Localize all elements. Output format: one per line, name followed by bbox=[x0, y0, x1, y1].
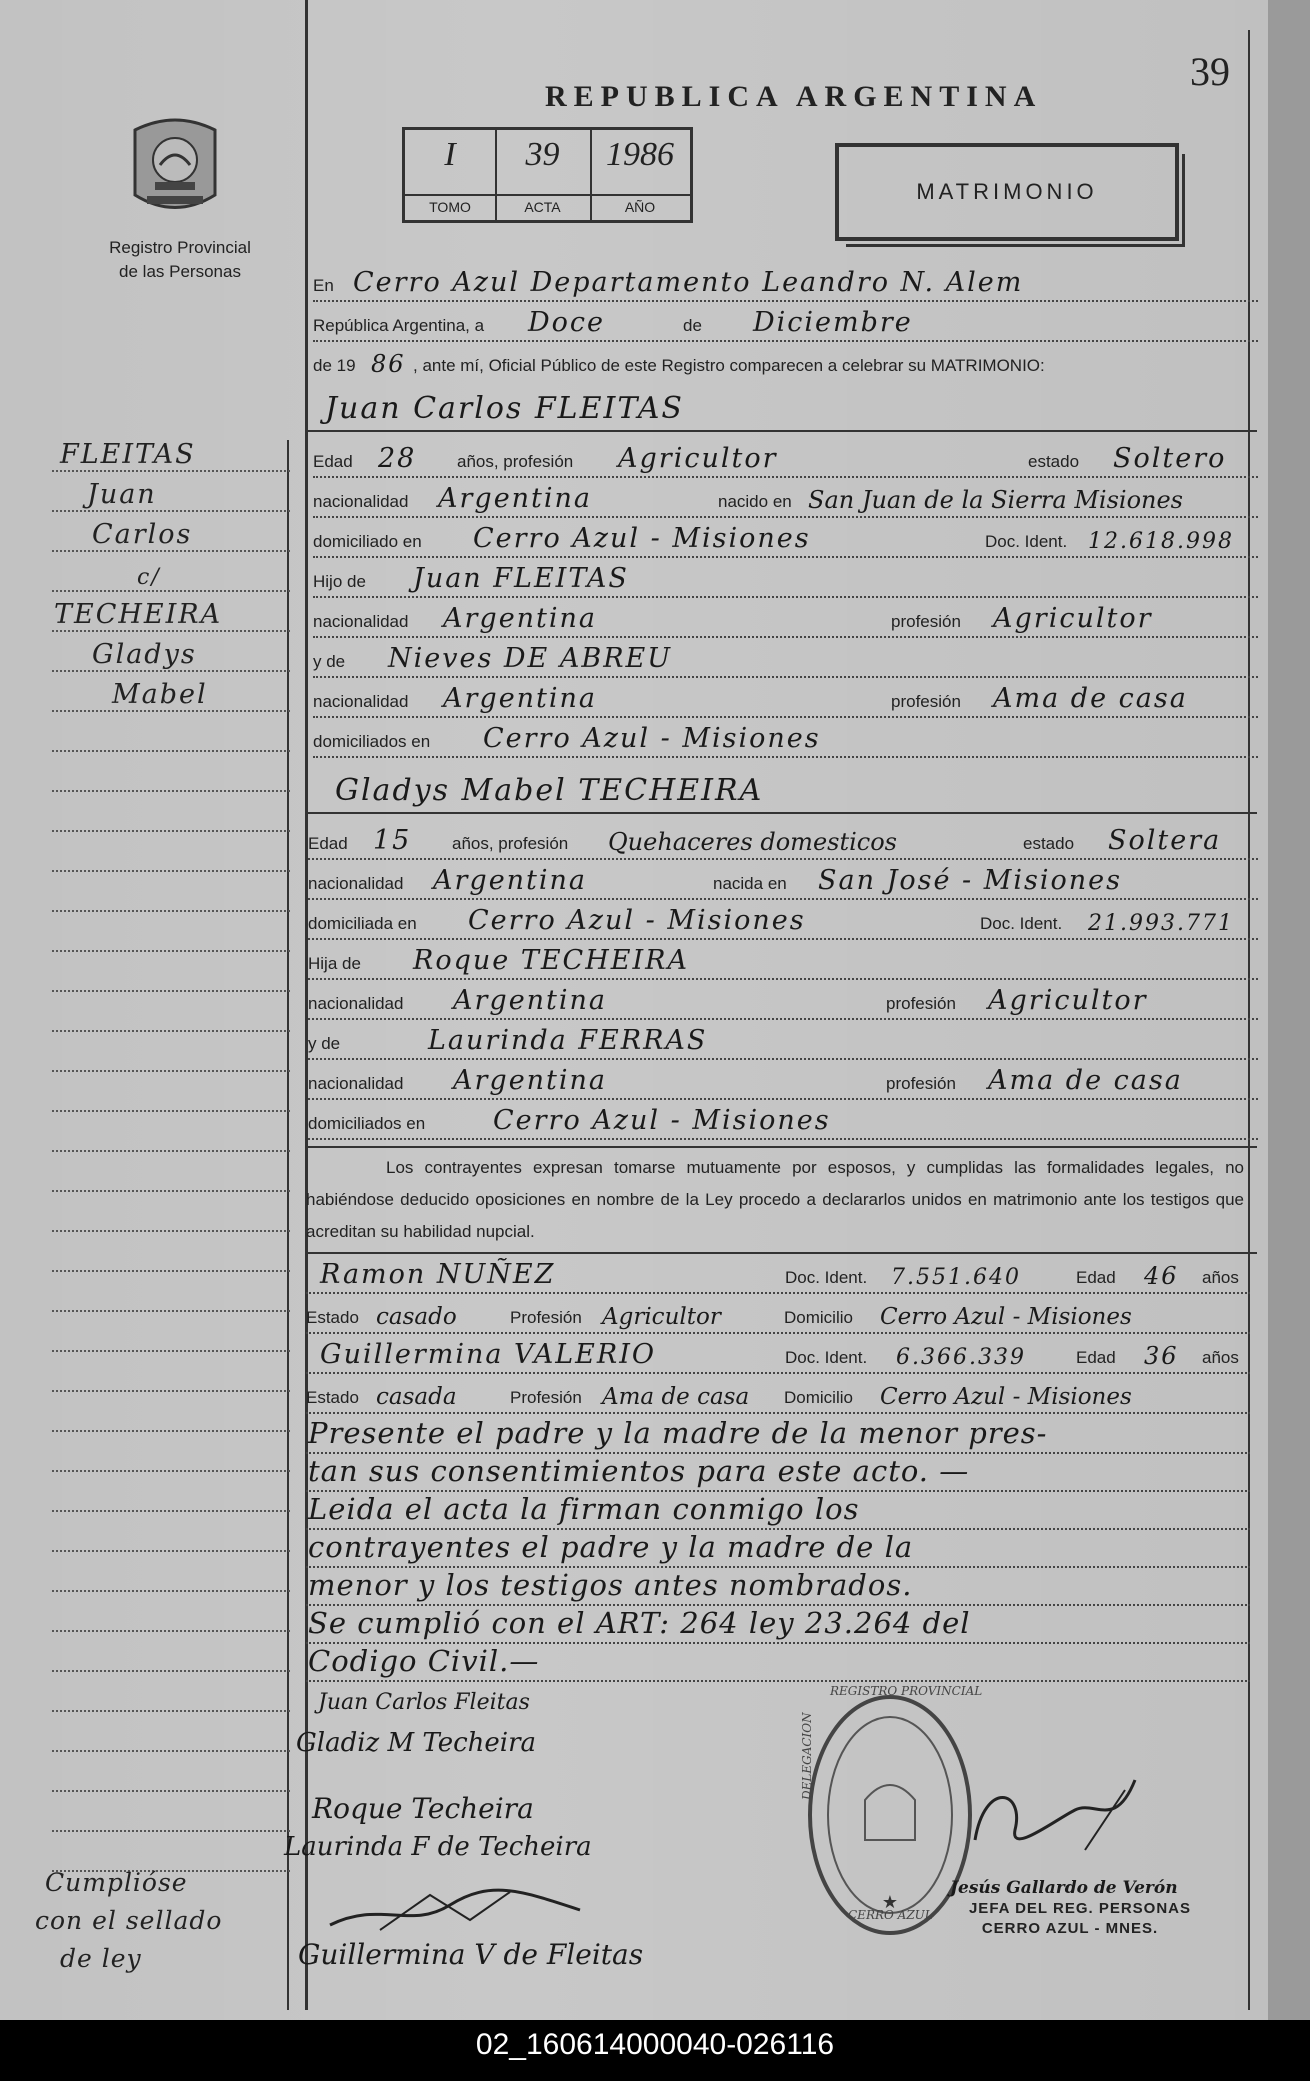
hija-label: Hija de bbox=[308, 954, 361, 973]
official-signature-icon bbox=[965, 1760, 1145, 1870]
witness-2-domicile: Cerro Azul - Misiones bbox=[880, 1384, 1132, 1410]
margin-surname-bride: TECHEIRA bbox=[54, 599, 223, 630]
nacida-label: nacida en bbox=[713, 874, 787, 893]
note-text: Leida el acta la firman conmigo los bbox=[308, 1492, 860, 1526]
margin-line bbox=[52, 916, 290, 952]
nacido-label: nacido en bbox=[718, 492, 792, 511]
year-prefix: de 19 bbox=[313, 356, 356, 375]
margin-line bbox=[52, 1396, 290, 1432]
domicilio-label: domiciliada en bbox=[308, 914, 417, 933]
margin-line bbox=[52, 1276, 290, 1312]
margin-line bbox=[52, 996, 290, 1032]
stamp-text-left: DELEGACION bbox=[800, 1712, 814, 1800]
note-text: contrayentes el padre y la madre de la bbox=[308, 1530, 914, 1564]
groom-father-nationality: Argentina bbox=[443, 603, 598, 634]
margin-given-name-2: Carlos bbox=[92, 519, 193, 550]
groom-name-row bbox=[305, 390, 1257, 428]
groom-parents-domicile-row bbox=[313, 722, 1258, 758]
official-name: Jesús Gallardo de Verón bbox=[950, 1878, 1178, 1898]
edad-label: Edad bbox=[313, 452, 353, 471]
margin-line bbox=[52, 1436, 290, 1472]
profesion-label: profesión bbox=[891, 612, 961, 631]
groom-mother-row bbox=[313, 642, 1258, 678]
profesion-label: Profesión bbox=[510, 1308, 582, 1327]
father-signature: Roque Techeira bbox=[312, 1792, 534, 1825]
bride-mother-nationality: Argentina bbox=[453, 1065, 608, 1096]
witness-1-row bbox=[306, 1258, 1250, 1294]
note-line bbox=[306, 1570, 1250, 1606]
groom-father-name: Juan FLEITAS bbox=[413, 563, 629, 594]
margin-line bbox=[52, 1116, 290, 1152]
bride-age: 15 bbox=[373, 825, 412, 856]
intro-statement: , ante mí, Oficial Público de este Registro comparecen a celebrar su MATRIMONIO: bbox=[413, 356, 1045, 375]
margin-given-name-4: Mabel bbox=[112, 679, 208, 710]
witness-1-name: Ramon NUÑEZ bbox=[320, 1259, 556, 1290]
ano-cell bbox=[590, 130, 690, 220]
bride-nationality: Argentina bbox=[433, 865, 588, 896]
witness-2-name: Guillermina VALERIO bbox=[320, 1339, 656, 1370]
de-label: de bbox=[683, 316, 702, 335]
province-crest-icon bbox=[125, 110, 225, 220]
acta-cell bbox=[495, 130, 592, 220]
witness-1-marital-status: casado bbox=[376, 1304, 457, 1330]
intro-year-row bbox=[313, 346, 1258, 380]
y-de-label: y de bbox=[313, 652, 346, 671]
bride-marital-status: Soltera bbox=[1108, 825, 1222, 856]
margin-line bbox=[52, 1316, 290, 1352]
bride-signature: Gladiz M Techeira bbox=[296, 1728, 537, 1758]
witness-scribble-signature-icon bbox=[320, 1880, 590, 1940]
margin-note-line-2: con el sellado bbox=[35, 1906, 223, 1935]
domicilio-label: Domicilio bbox=[784, 1308, 853, 1327]
doc-label: Doc. Ident. bbox=[785, 1348, 868, 1367]
note-text: menor y los testigos antes nombrados. bbox=[308, 1568, 913, 1602]
margin-line bbox=[52, 636, 290, 672]
matrimonio-box: MATRIMONIO bbox=[835, 143, 1179, 241]
ano-label: AÑO bbox=[590, 194, 690, 215]
tomo-value: I bbox=[444, 136, 456, 173]
margin-line bbox=[52, 756, 290, 792]
witness-2-id: 6.366.339 bbox=[896, 1345, 1026, 1370]
witness-2-profession: Ama de casa bbox=[602, 1384, 750, 1410]
groom-mother-name: Nieves DE ABREU bbox=[388, 643, 672, 674]
edad-label: Edad bbox=[308, 834, 348, 853]
day-value: Doce bbox=[528, 307, 606, 338]
official-title: JEFA DEL REG. PERSONAS bbox=[968, 1900, 1192, 1917]
margin-line bbox=[52, 1556, 290, 1592]
note-line bbox=[306, 1646, 1250, 1682]
groom-parents-domicile: Cerro Azul - Misiones bbox=[483, 723, 821, 754]
nacionalidad-label: nacionalidad bbox=[308, 1074, 404, 1093]
registry-line-1: Registro Provincial bbox=[109, 238, 251, 257]
bride-mother-profession: Ama de casa bbox=[988, 1065, 1183, 1096]
official-place: CERRO AZUL - MNES. bbox=[981, 1920, 1159, 1937]
tomo-label: TOMO bbox=[405, 194, 495, 215]
month-value: Diciembre bbox=[753, 307, 913, 338]
margin-line bbox=[52, 1756, 290, 1792]
bride-mother-details-row bbox=[308, 1064, 1258, 1100]
groom-id-number: 12.618.998 bbox=[1088, 529, 1234, 554]
margin-line bbox=[52, 1476, 290, 1512]
doc-label: Doc. Ident. bbox=[785, 1268, 868, 1287]
groom-domicile: Cerro Azul - Misiones bbox=[473, 523, 811, 554]
hijo-label: Hijo de bbox=[313, 572, 366, 591]
bride-name: Gladys Mabel TECHEIRA bbox=[335, 773, 764, 808]
republic-title: REPUBLICA ARGENTINA bbox=[545, 80, 1043, 113]
margin-line bbox=[52, 1516, 290, 1552]
margin-line bbox=[52, 836, 290, 872]
groom-father-profession: Agricultor bbox=[993, 603, 1153, 634]
groom-separator bbox=[305, 430, 1257, 432]
witness-1-profession: Agricultor bbox=[602, 1304, 721, 1330]
profesion-label: profesión bbox=[886, 994, 956, 1013]
bride-birthplace: San José - Misiones bbox=[818, 865, 1123, 896]
margin-line bbox=[52, 476, 290, 512]
bride-domicile-row bbox=[308, 904, 1258, 940]
witness-2-age: 36 bbox=[1144, 1342, 1179, 1370]
bride-parents-domicile: Cerro Azul - Misiones bbox=[493, 1105, 831, 1136]
bride-age-row bbox=[308, 824, 1258, 860]
nacionalidad-label: nacionalidad bbox=[313, 612, 409, 631]
domiciliados-label: domiciliados en bbox=[313, 732, 431, 751]
estado-label: estado bbox=[1023, 834, 1075, 853]
margin-line bbox=[52, 516, 290, 552]
nacionalidad-label: nacionalidad bbox=[308, 994, 404, 1013]
margin-line bbox=[52, 956, 290, 992]
registry-line-2: de las Personas bbox=[119, 262, 241, 281]
groom-name: Juan Carlos FLEITAS bbox=[325, 391, 684, 426]
edad-label: Edad bbox=[1076, 1268, 1116, 1287]
edad-label: Edad bbox=[1076, 1348, 1116, 1367]
y-de-label: y de bbox=[308, 1034, 341, 1053]
margin-line bbox=[52, 1236, 290, 1272]
margin-given-name-3: Gladys bbox=[92, 639, 197, 670]
estado-label: Estado bbox=[306, 1308, 359, 1327]
margin-line bbox=[52, 1836, 290, 1872]
stamp-text-top: REGISTRO PROVINCIAL bbox=[830, 1684, 983, 1698]
domicilio-label: domiciliado en bbox=[313, 532, 422, 551]
witness-1-id: 7.551.640 bbox=[891, 1265, 1021, 1290]
groom-signature: Juan Carlos Fleitas bbox=[318, 1690, 530, 1715]
nacionalidad-label: nacionalidad bbox=[313, 692, 409, 711]
profesion-label: años, profesión bbox=[457, 452, 574, 471]
margin-line bbox=[52, 436, 290, 472]
domicilio-label: Domicilio bbox=[784, 1388, 853, 1407]
declaration-text: Los contrayentes expresan tomarse mutuamente por esposos, y cumplidas las formalidades legales, no habiéndose deducido oposiciones en nombre de la Ley procedo a declararlos unidos en matrimonio ante los testigos que acreditan su habilidad nupcial. bbox=[306, 1158, 1244, 1241]
bride-father-name: Roque TECHEIRA bbox=[413, 945, 689, 976]
bride-father-profession: Agricultor bbox=[988, 985, 1148, 1016]
note-text: Se cumplió con el ART: 264 ley 23.264 del bbox=[308, 1606, 971, 1640]
bride-id-number: 21.993.771 bbox=[1088, 911, 1234, 936]
margin-line bbox=[52, 716, 290, 752]
witness-1-domicile: Cerro Azul - Misiones bbox=[880, 1304, 1132, 1330]
republica-label: República Argentina, a bbox=[313, 316, 485, 335]
acta-label: ACTA bbox=[495, 194, 590, 215]
document-id: 02_160614000040-026116 bbox=[475, 2028, 835, 2061]
note-line bbox=[306, 1532, 1250, 1568]
margin-line bbox=[52, 876, 290, 912]
margin-note-line-3: de ley bbox=[60, 1944, 142, 1973]
bride-profession: Quehaceres domesticos bbox=[608, 828, 897, 856]
bride-nationality-row bbox=[308, 864, 1258, 900]
domiciliados-label: domiciliados en bbox=[308, 1114, 426, 1133]
note-text: Codigo Civil.— bbox=[308, 1644, 540, 1678]
profesion-label: profesión bbox=[886, 1074, 956, 1093]
groom-domicile-row bbox=[313, 522, 1258, 558]
en-label: En bbox=[313, 276, 334, 295]
anos-label: años bbox=[1202, 1268, 1239, 1287]
nacionalidad-label: nacionalidad bbox=[308, 874, 404, 893]
place-value: Cerro Azul Departamento Leandro N. Alem bbox=[353, 267, 1024, 298]
groom-profession: Agricultor bbox=[618, 443, 778, 474]
bride-father-nationality: Argentina bbox=[453, 985, 608, 1016]
groom-nationality-row bbox=[313, 482, 1258, 518]
acta-value: 39 bbox=[525, 136, 560, 173]
margin-line bbox=[52, 1636, 290, 1672]
margin-line bbox=[52, 1716, 290, 1752]
note-line bbox=[306, 1456, 1250, 1492]
margin-line bbox=[52, 676, 290, 712]
groom-mother-details-row bbox=[313, 682, 1258, 718]
doc-label: Doc. Ident. bbox=[980, 914, 1063, 933]
tomo-cell bbox=[405, 130, 497, 220]
stamp-text-bottom: CERRO AZUL bbox=[848, 1908, 933, 1922]
margin-line bbox=[52, 1356, 290, 1392]
intro-date-row bbox=[313, 306, 1258, 342]
witness-signature: Guillermina V de Fleitas bbox=[298, 1938, 644, 1971]
groom-mother-profession: Ama de casa bbox=[993, 683, 1188, 714]
margin-line bbox=[52, 1596, 290, 1632]
margin-given-name-1: Juan bbox=[87, 479, 157, 510]
groom-age: 28 bbox=[378, 443, 417, 474]
groom-mother-nationality: Argentina bbox=[443, 683, 598, 714]
bride-domicile: Cerro Azul - Misiones bbox=[468, 905, 806, 936]
page-number: 39 bbox=[1190, 49, 1230, 94]
note-text: Presente el padre y la madre de la menor pres- bbox=[308, 1416, 1048, 1450]
profesion-label: años, profesión bbox=[452, 834, 569, 853]
note-text: tan sus consentimientos para este acto. — bbox=[308, 1454, 970, 1488]
mother-signature: Laurinda F de Techeira bbox=[284, 1832, 592, 1862]
bride-father-row bbox=[308, 944, 1258, 980]
note-line bbox=[306, 1418, 1250, 1454]
bride-mother-name: Laurinda FERRAS bbox=[428, 1025, 708, 1056]
bride-father-details-row bbox=[308, 984, 1258, 1020]
groom-birthplace: San Juan de la Sierra Misiones bbox=[808, 486, 1183, 514]
groom-nationality: Argentina bbox=[438, 483, 593, 514]
witness-2-row bbox=[306, 1338, 1250, 1374]
year-value: 86 bbox=[371, 350, 406, 378]
margin-line bbox=[52, 796, 290, 832]
groom-marital-status: Soltero bbox=[1113, 443, 1227, 474]
estado-label: estado bbox=[1028, 452, 1080, 471]
witness-2-details-row bbox=[306, 1378, 1250, 1414]
nacionalidad-label: nacionalidad bbox=[313, 492, 409, 511]
note-line bbox=[306, 1494, 1250, 1530]
estado-label: Estado bbox=[306, 1388, 359, 1407]
margin-surname-groom: FLEITAS bbox=[60, 439, 196, 470]
doc-label: Doc. Ident. bbox=[985, 532, 1068, 551]
declaration-separator bbox=[305, 1146, 1257, 1148]
profesion-label: profesión bbox=[891, 692, 961, 711]
registry-name bbox=[60, 236, 300, 284]
margin-con: c/ bbox=[137, 565, 161, 590]
margin-line bbox=[52, 1796, 290, 1832]
groom-father-details-row bbox=[313, 602, 1258, 638]
margin-line bbox=[52, 1196, 290, 1232]
witness-1-details-row bbox=[306, 1298, 1250, 1334]
margin-line bbox=[52, 1676, 290, 1712]
bride-name-row bbox=[305, 772, 1257, 810]
profesion-label: Profesión bbox=[510, 1388, 582, 1407]
anos-label: años bbox=[1202, 1348, 1239, 1367]
margin-line bbox=[52, 556, 290, 592]
witness-1-age: 46 bbox=[1144, 1262, 1179, 1290]
margin-line bbox=[52, 1036, 290, 1072]
bride-parents-domicile-row bbox=[308, 1104, 1258, 1140]
bride-mother-row bbox=[308, 1024, 1258, 1060]
tomo-acta-box bbox=[402, 127, 693, 223]
groom-father-row bbox=[313, 562, 1258, 598]
intro-place-row bbox=[313, 266, 1258, 302]
margin-note-line-1: Cumplióse bbox=[45, 1868, 188, 1897]
note-line bbox=[306, 1608, 1250, 1644]
witness-separator bbox=[305, 1252, 1257, 1254]
page-edge bbox=[1268, 0, 1310, 2020]
witness-2-marital-status: casada bbox=[376, 1384, 457, 1410]
svg-text:★: ★ bbox=[881, 1892, 899, 1912]
groom-age-row bbox=[313, 442, 1258, 478]
margin-line bbox=[52, 1156, 290, 1192]
ano-value: 1986 bbox=[606, 136, 674, 173]
margin-line bbox=[52, 596, 290, 632]
margin-line bbox=[52, 1076, 290, 1112]
bride-separator bbox=[305, 812, 1257, 814]
